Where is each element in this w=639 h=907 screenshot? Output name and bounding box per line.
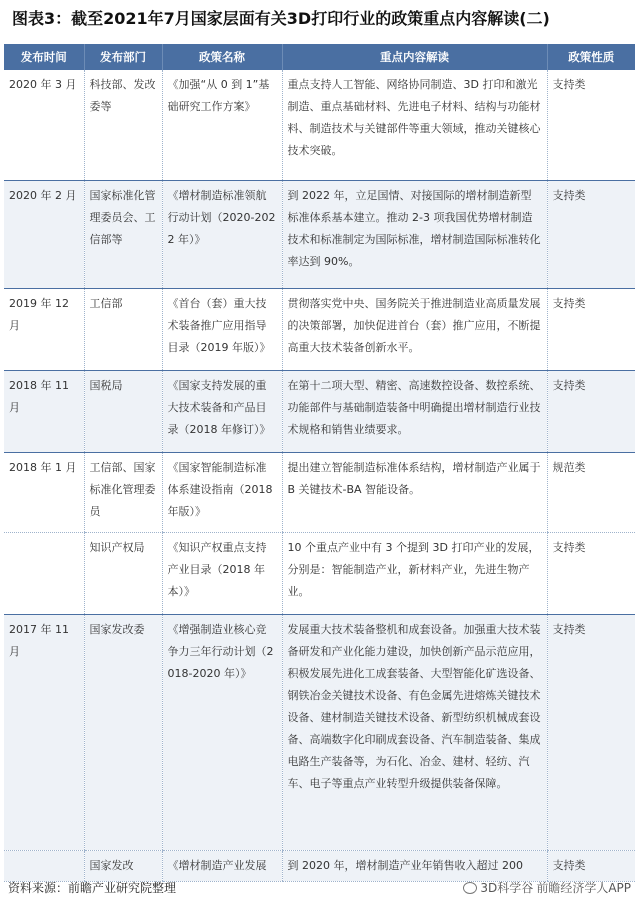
cell-name: 《首台（套）重大技术装备推广应用指导目录（2019 年版）》 — [162, 288, 282, 370]
cell-date — [4, 850, 84, 881]
policy-table — [4, 44, 635, 882]
table-row — [4, 288, 635, 370]
cell-content: 到 2022 年，立足国情、对接国际的增材制造新型标准体系基本建立。推动 2-3 项我国优势增材制造技术和标准制定为国际标准，增材制造国际标准转化率达到 90%。 — [282, 180, 547, 288]
cell-nature: 支持类 — [547, 70, 635, 180]
cell-dept: 知识产权局 — [84, 532, 162, 614]
cell-nature: 规范类 — [547, 452, 635, 532]
wechat-icon — [463, 882, 477, 894]
cell-content: 10 个重点产业中有 3 个提到 3D 打印产业的发展，分别是：智能制造产业，新材料产业，先进生物产业。 — [282, 532, 547, 614]
cell-dept: 国家发改 — [84, 850, 162, 881]
cell-dept: 国家标准化管理委员会、工信部等 — [84, 180, 162, 288]
cell-date: 2019 年 12 月 — [4, 288, 84, 370]
header-date: 发布时间 — [4, 44, 84, 70]
table-row — [4, 614, 635, 850]
cell-nature: 支持类 — [547, 370, 635, 452]
cell-nature: 支持类 — [547, 532, 635, 614]
cell-content: 在第十二项大型、精密、高速数控设备、数控系统、功能部件与基础制造装备中明确提出增材制造行业技术规格和销售业绩要求。 — [282, 370, 547, 452]
cell-date: 2020 年 3 月 — [4, 70, 84, 180]
header-content: 重点内容解读 — [282, 44, 547, 70]
cell-dept: 科技部、发改委等 — [84, 70, 162, 180]
cell-dept: 国税局 — [84, 370, 162, 452]
cell-content: 重点支持人工智能、网络协同制造、3D 打印和激光制造、重点基础材料、先进电子材料、结构与功能材料、制造技术与关键部件等重大领域，推动关键核心技术突破。 — [282, 70, 547, 180]
cell-date: 2018 年 1 月 — [4, 452, 84, 532]
cell-content: 贯彻落实党中央、国务院关于推进制造业高质量发展的决策部署，加快促进首台（套）推广应用，不断提高重大技术装备创新水平。 — [282, 288, 547, 370]
cell-nature: 支持类 — [547, 288, 635, 370]
cell-name: 《知识产权重点支持产业目录（2018 年本）》 — [162, 532, 282, 614]
header-name: 政策名称 — [162, 44, 282, 70]
cell-date: 2017 年 11 月 — [4, 614, 84, 850]
chart-title: 图表3：截至2021年7月国家层面有关3D打印行业的政策重点内容解读(二) — [12, 9, 550, 28]
cell-name: 《国家支持发展的重大技术装备和产品目录（2018 年修订）》 — [162, 370, 282, 452]
header-dept: 发布部门 — [84, 44, 162, 70]
table-row — [4, 850, 635, 881]
cell-date — [4, 532, 84, 614]
watermark — [463, 879, 631, 896]
table-row — [4, 370, 635, 452]
cell-date: 2020 年 2 月 — [4, 180, 84, 288]
cell-name: 《增材制造产业发展 — [162, 850, 282, 881]
table-header-row — [4, 44, 635, 70]
header-nature: 政策性质 — [547, 44, 635, 70]
table-row — [4, 532, 635, 614]
cell-nature: 支持类 — [547, 180, 635, 288]
cell-date: 2018 年 11 月 — [4, 370, 84, 452]
cell-dept: 工信部、国家标准化管理委员 — [84, 452, 162, 532]
cell-dept: 国家发改委 — [84, 614, 162, 850]
watermark-text: 3D科学谷 — [480, 881, 534, 895]
source-note: 资料来源：前瞻产业研究院整理 — [8, 881, 177, 895]
cell-content: 提出建立智能制造标准体系结构，增材制造产业属于 B 关键技术-BA 智能设备。 — [282, 452, 547, 532]
cell-dept: 工信部 — [84, 288, 162, 370]
cell-name: 《增材制造标准领航行动计划（2020-2022 年）》 — [162, 180, 282, 288]
cell-name: 《增强制造业核心竞争力三年行动计划（2018-2020 年）》 — [162, 614, 282, 850]
cell-name: 《加强“从 0 到 1”基础研究工作方案》 — [162, 70, 282, 180]
cell-content: 到 2020 年，增材制造产业年销售收入超过 200 — [282, 850, 547, 881]
table-row — [4, 452, 635, 532]
watermark-sub: 前瞻经济学人APP — [536, 881, 631, 895]
table-row — [4, 70, 635, 180]
cell-nature: 支持类 — [547, 614, 635, 850]
cell-nature: 支持类 — [547, 850, 635, 881]
cell-content: 发展重大技术装备整机和成套设备。加强重大技术装备研发和产业化能力建设，加快创新产品示范应用，积极发展先进化工成套装备、大型智能化矿选设备、钢铁冶金关键技术设备、有色金属先进熔炼关键技术设备、建材制造关键技术设备、新型纺织机械成套设备、高端数字化印刷成套设备、汽车制造装备、集成电路生产装备等，为石化、冶金、建材、轻纺、汽车、电子等重点产业转型升级提供装备保障。 — [282, 614, 547, 850]
table-row — [4, 180, 635, 288]
cell-name: 《国家智能制造标准体系建设指南（2018 年版）》 — [162, 452, 282, 532]
